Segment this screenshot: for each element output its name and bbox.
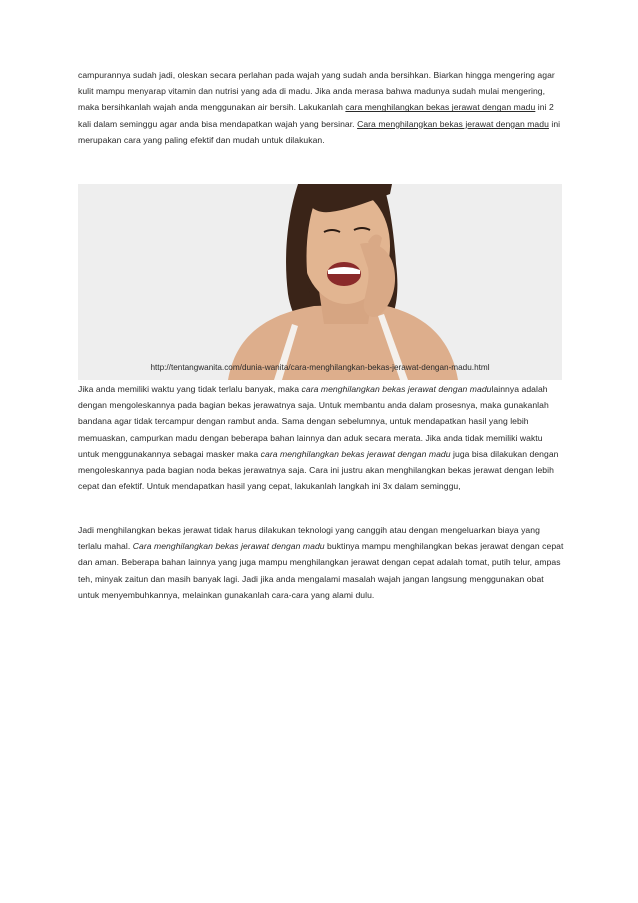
article-link[interactable]: Cara menghilangkan bekas jerawat dengan madu bbox=[357, 118, 549, 129]
paragraph-text: buktinya mampu menghilangkan bekas jerawat dengan cepat dan aman. Beberapa bahan lainnya yang juga mampu menghilangkan jerawat dengan cepat adalah tomat, putih telur, ampas teh, minyak zaitun dan masih banyak lagi. Jadi jika anda mengalami masalah wajah jangan langsung menggunakan obat untuk menyembuhkannya, melainkan gunakanlah cara-cara yang alami dulu. bbox=[78, 541, 564, 600]
paragraph-text: Jadi menghilangkan bekas jerawat tidak harus dilakukan teknologi yang canggih atau dengan mengeluarkan biaya yang terlalu mahal. bbox=[78, 525, 540, 552]
paragraph-text: Jika anda memiliki waktu yang tidak terlalu banyak, maka bbox=[78, 384, 302, 394]
article-link[interactable]: cara menghilangkan bekas jerawat dengan madu bbox=[345, 102, 536, 113]
paragraph-intro bbox=[78, 67, 564, 148]
woman-photo-illustration bbox=[78, 184, 562, 380]
article-photo bbox=[78, 184, 562, 380]
italic-phrase: cara menghilangkan bekas jerawat dengan madu bbox=[301, 384, 492, 394]
paragraph-text: lainnya adalah dengan mengoleskannya pada bagian bekas jerawatnya saja. Untuk membantu anda dalam prosesnya, maka gunakanlah bandana agar tidak tercampur dengan rambut anda. Sama dengan sebelumnya, untuk mendapatkan hasil yang lebih memuaskan, campurkan madu dengan beberapa bahan lainnya dan aduk secara merata. Jika anda tidak memiliki waktu untuk menggunakannya sebagai masker maka bbox=[78, 384, 549, 459]
italic-phrase: cara menghilangkan bekas jerawat dengan madu bbox=[260, 448, 451, 459]
photo-caption: http://tentangwanita.com/dunia-wanita/cara-menghilangkan-bekas-jerawat-dengan-madu.html bbox=[150, 363, 490, 372]
paragraph-text: ini merupakan cara yang paling efektif dan mudah untuk dilakukan. bbox=[78, 118, 561, 145]
italic-phrase: Cara menghilangkan bekas jerawat dengan madu bbox=[132, 541, 325, 552]
paragraph-conclusion bbox=[78, 522, 564, 603]
paragraph-text: ini 2 kali dalam seminggu agar anda bisa mendapatkan wajah yang bersinar. bbox=[78, 102, 554, 129]
paragraph-text: campurannya sudah jadi, oleskan secara perlahan pada wajah yang sudah anda bersihkan. Biarkan hingga mengering agar kulit mampu menyarap vitamin dan nutrisi yang ada di madu. Jika anda merasa bahwa madunya sudah mulai mengering, maka bersihkanlah wajah anda menggunakan air bersih. Lakukanlah bbox=[78, 70, 555, 113]
paragraph-text: juga bisa dilakukan dengan mengoleskannya pada bagian noda bekas jerawatnya saja. Cara ini justru akan menghilangkan bekas jerawat dengan lebih cepat dan efektif. Untuk mendapatkan hasil yang cepat, lakukanlah langkah ini 3x dalam seminggu, bbox=[78, 448, 559, 492]
paragraph-body bbox=[78, 381, 564, 494]
